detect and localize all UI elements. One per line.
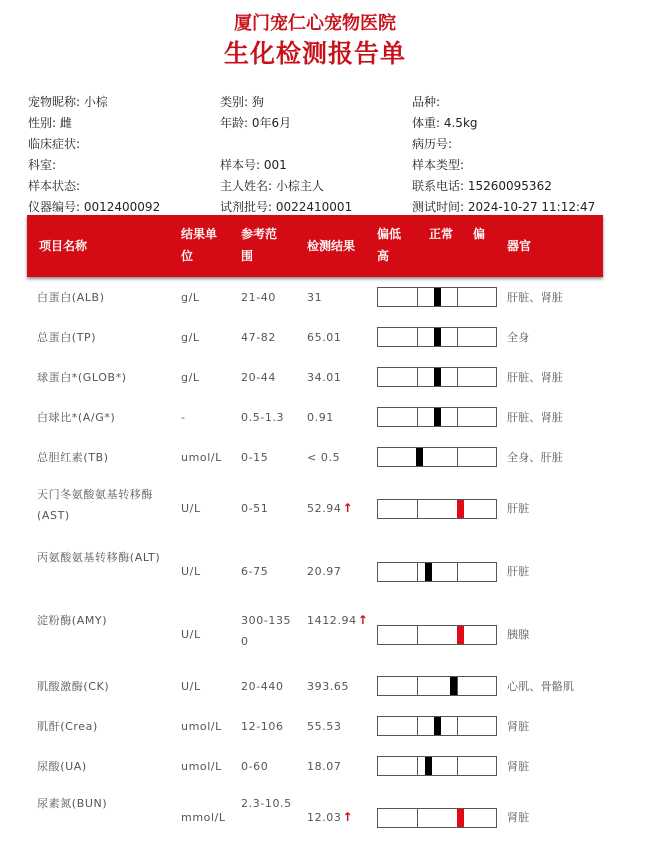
range-gauge bbox=[377, 808, 497, 828]
test-result bbox=[307, 716, 371, 737]
test-result bbox=[307, 367, 371, 388]
range-gauge bbox=[377, 756, 497, 776]
table-row bbox=[27, 751, 603, 781]
gauge-marker bbox=[425, 563, 432, 581]
test-result bbox=[307, 807, 371, 828]
organ: 全身、肝脏 bbox=[507, 450, 563, 464]
info-row bbox=[28, 92, 628, 113]
gauge-marker bbox=[434, 717, 441, 735]
table-row bbox=[27, 442, 603, 472]
col-header-low: 偏低高 bbox=[377, 227, 402, 263]
high-arrow-icon: ↑ bbox=[357, 613, 369, 627]
result-value: 1412.94 bbox=[307, 614, 357, 627]
test-name: 总蛋白(TP) bbox=[37, 330, 97, 344]
gauge-marker bbox=[457, 809, 464, 827]
table-header bbox=[27, 215, 603, 277]
test-unit: umol/L bbox=[181, 759, 222, 773]
gauge-marker bbox=[434, 408, 441, 426]
reference-range: 0-60 bbox=[241, 759, 269, 773]
organ: 肾脏 bbox=[507, 759, 530, 773]
result-value: 31 bbox=[307, 290, 323, 304]
reference-range: 2.3-10.5 bbox=[241, 797, 292, 810]
range-gauge bbox=[377, 625, 497, 645]
range-gauge bbox=[377, 287, 497, 307]
reference-range: 12-106 bbox=[241, 719, 284, 733]
info-field: 样本号: 001 bbox=[220, 158, 287, 172]
info-field: 病历号: bbox=[412, 137, 453, 151]
test-unit: mmol/L bbox=[181, 811, 226, 824]
col-header-high: 偏 bbox=[473, 227, 486, 241]
info-field: 宠物昵称: 小棕 bbox=[28, 95, 108, 109]
test-unit: g/L bbox=[181, 330, 200, 344]
gauge-marker bbox=[434, 288, 441, 306]
reference-range: 6-75 bbox=[241, 565, 269, 578]
hospital-name: 厦门宠仁心宠物医院 bbox=[234, 13, 396, 34]
table-row bbox=[27, 282, 603, 312]
test-unit: g/L bbox=[181, 290, 200, 304]
gauge-marker bbox=[425, 757, 432, 775]
table-row bbox=[27, 322, 603, 352]
result-value: 55.53 bbox=[307, 719, 342, 733]
report-title: 生化检测报告单 bbox=[223, 39, 406, 68]
test-unit: umol/L bbox=[181, 719, 222, 733]
info-row bbox=[28, 134, 628, 155]
result-value: 20.97 bbox=[307, 565, 342, 578]
test-result bbox=[307, 327, 371, 348]
test-result bbox=[307, 498, 371, 519]
table-row bbox=[27, 402, 603, 432]
test-name: 尿酸(UA) bbox=[37, 759, 87, 773]
high-arrow-icon: ↑ bbox=[342, 810, 354, 824]
info-field: 试剂批号: 0022410001 bbox=[220, 200, 353, 214]
table-row bbox=[27, 545, 603, 598]
info-field: 样本类型: bbox=[412, 158, 465, 172]
info-field: 性别: 雌 bbox=[28, 116, 72, 130]
reference-range: 20-440 bbox=[241, 679, 284, 693]
gauge-marker bbox=[457, 500, 464, 518]
info-field: 联系电话: 15260095362 bbox=[412, 179, 552, 193]
table-row bbox=[27, 608, 603, 661]
reference-range: 21-40 bbox=[241, 290, 276, 304]
info-field: 科室: bbox=[28, 158, 57, 172]
gauge-marker bbox=[457, 626, 464, 644]
range-gauge bbox=[377, 716, 497, 736]
result-value: 0.91 bbox=[307, 410, 334, 424]
gauge-marker bbox=[434, 368, 441, 386]
test-result bbox=[307, 561, 371, 582]
organ: 胰腺 bbox=[507, 628, 530, 641]
result-value: < 0.5 bbox=[307, 450, 341, 464]
test-name: 丙氨酸氨基转移酶(ALT) bbox=[37, 551, 161, 564]
test-unit: U/L bbox=[181, 565, 201, 578]
test-name: 球蛋白*(GLOB*) bbox=[37, 370, 127, 384]
info-field: 仪器编号: 0012400092 bbox=[28, 200, 161, 214]
table-row bbox=[27, 362, 603, 392]
info-field: 测试时间: 2024-10-27 11:12:47 bbox=[412, 200, 596, 214]
test-unit: umol/L bbox=[181, 450, 222, 464]
test-unit: U/L bbox=[181, 679, 201, 693]
table-row bbox=[27, 482, 603, 535]
result-value: 65.01 bbox=[307, 330, 342, 344]
test-name: 天门冬氨酸氨基转移酶(AST) bbox=[37, 488, 153, 522]
test-name: 白蛋白(ALB) bbox=[37, 290, 105, 304]
table-row bbox=[27, 671, 603, 701]
organ: 肝脏 bbox=[507, 502, 530, 515]
test-unit: g/L bbox=[181, 370, 200, 384]
col-header-organ: 器官 bbox=[507, 239, 532, 253]
test-name: 肌酸激酶(CK) bbox=[37, 679, 110, 693]
col-header-ref: 参考范围 bbox=[241, 227, 278, 263]
organ: 肝脏、肾脏 bbox=[507, 370, 563, 384]
col-header-name: 项目名称 bbox=[39, 239, 88, 253]
info-field: 样本状态: bbox=[28, 179, 81, 193]
info-row bbox=[28, 113, 628, 134]
range-gauge bbox=[377, 676, 497, 696]
test-result bbox=[307, 756, 371, 777]
test-name: 尿素氮(BUN) bbox=[37, 797, 108, 810]
table-row bbox=[27, 711, 603, 741]
test-name: 淀粉酶(AMY) bbox=[37, 614, 108, 627]
organ: 肝脏、肾脏 bbox=[507, 410, 563, 424]
gauge-marker bbox=[450, 677, 457, 695]
organ: 全身 bbox=[507, 330, 530, 344]
result-value: 52.94 bbox=[307, 502, 342, 515]
high-arrow-icon: ↑ bbox=[342, 501, 354, 515]
test-result bbox=[307, 407, 371, 428]
info-field: 类别: 狗 bbox=[220, 95, 264, 109]
info-field: 品种: bbox=[412, 95, 441, 109]
result-value: 12.03 bbox=[307, 811, 342, 824]
organ: 心肌、骨骼肌 bbox=[507, 679, 575, 693]
patient-info bbox=[28, 92, 628, 218]
info-row bbox=[28, 155, 628, 176]
reference-range: 47-82 bbox=[241, 330, 276, 344]
result-value: 18.07 bbox=[307, 759, 342, 773]
organ: 肝脏 bbox=[507, 565, 530, 578]
info-field: 年龄: 0年6月 bbox=[220, 116, 292, 130]
test-name: 总胆红素(TB) bbox=[37, 450, 109, 464]
info-field: 体重: 4.5kg bbox=[412, 116, 478, 130]
info-row bbox=[28, 176, 628, 197]
range-gauge bbox=[377, 562, 497, 582]
table-row bbox=[27, 791, 603, 844]
reference-range: 0-51 bbox=[241, 502, 269, 515]
gauge-marker bbox=[416, 448, 423, 466]
test-result bbox=[307, 610, 371, 631]
test-unit: - bbox=[181, 410, 186, 424]
reference-range: 0.5-1.3 bbox=[241, 410, 285, 424]
organ: 肝脏、肾脏 bbox=[507, 290, 563, 304]
range-gauge bbox=[377, 327, 497, 347]
info-field: 主人姓名: 小棕主人 bbox=[220, 179, 324, 193]
range-gauge bbox=[377, 499, 497, 519]
reference-range: 0-15 bbox=[241, 450, 269, 464]
reference-range: 300-1350 bbox=[241, 614, 292, 648]
range-gauge bbox=[377, 447, 497, 467]
test-name: 肌酐(Crea) bbox=[37, 719, 98, 733]
col-header-unit: 结果单位 bbox=[181, 227, 218, 263]
organ: 肾脏 bbox=[507, 811, 530, 824]
info-field: 临床症状: bbox=[28, 137, 81, 151]
organ: 肾脏 bbox=[507, 719, 530, 733]
test-unit: U/L bbox=[181, 628, 201, 641]
test-name: 白球比*(A/G*) bbox=[37, 410, 116, 424]
col-header-normal: 正常 bbox=[429, 227, 454, 241]
col-header-result: 检测结果 bbox=[307, 239, 356, 253]
gauge-marker bbox=[434, 328, 441, 346]
range-gauge bbox=[377, 367, 497, 387]
test-unit: U/L bbox=[181, 502, 201, 515]
reference-range: 20-44 bbox=[241, 370, 276, 384]
result-value: 34.01 bbox=[307, 370, 342, 384]
test-result bbox=[307, 447, 371, 468]
range-gauge bbox=[377, 407, 497, 427]
test-result bbox=[307, 676, 371, 697]
test-result bbox=[307, 287, 371, 308]
result-value: 393.65 bbox=[307, 679, 350, 693]
